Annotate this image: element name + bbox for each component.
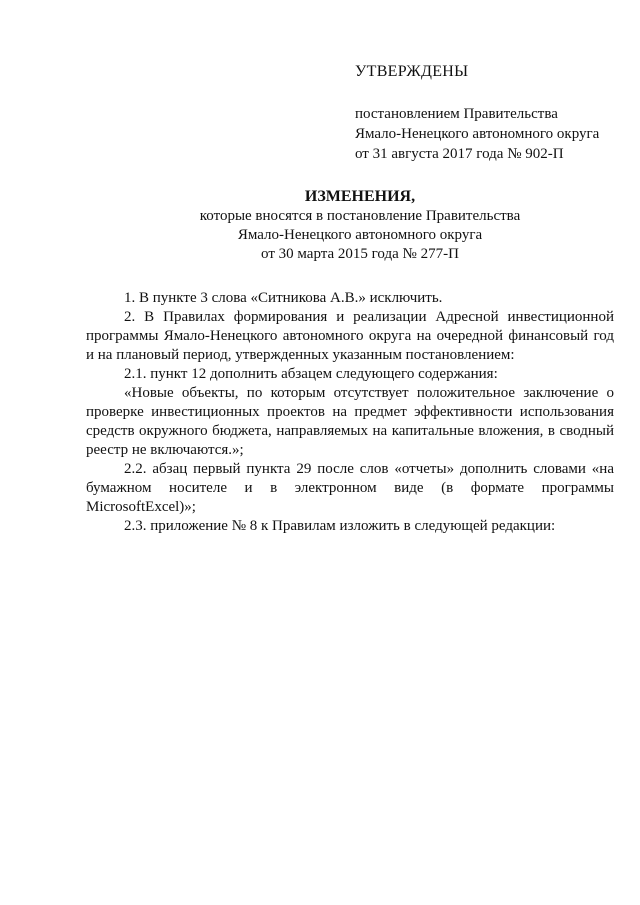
heading-line: от 30 марта 2015 года № 277-П (261, 246, 459, 262)
approval-line: Ямало-Ненецкого автономного округа (355, 126, 600, 142)
heading-line: Ямало-Ненецкого автономного округа (237, 227, 483, 243)
approval-line: постановлением Правительства (355, 106, 558, 122)
paragraph-item-1: 1. В пункте 3 слова «Ситникова А.В.» исключить. (124, 290, 443, 306)
heading-title: ИЗМЕНЕНИЯ, (304, 188, 416, 205)
paragraph-quote: «Новые объекты, по которым отсутствует положительное заключение о проверке инвестиционных проектов на предмет эффективности использования средств окружного бюджета, направляемых на капитальные вложения, в сводный реестр не включаются.»; (86, 385, 614, 458)
paragraph-item-2-2: 2.2. абзац первый пункта 29 после слов «отчеты» дополнить словами «на бумажном носителе и в электронном виде (в формате программы MicrosoftExcel)»; (86, 461, 614, 515)
document-heading (90, 187, 630, 264)
document-body (86, 289, 614, 536)
heading-line: которые вносятся в постановление Правительства (199, 208, 521, 224)
paragraph-item-2-1: 2.1. пункт 12 дополнить абзацем следующего содержания: (124, 366, 498, 382)
approval-line: от 31 августа 2017 года № 902-П (355, 146, 564, 162)
approval-title: УТВЕРЖДЕНЫ (355, 63, 469, 80)
approval-block (355, 62, 625, 164)
paragraph-item-2-3: 2.3. приложение № 8 к Правилам изложить в следующей редакции: (124, 518, 556, 534)
paragraph-item-2: 2. В Правилах формирования и реализации Адресной инвестиционной программы Ямало-Ненецкого автономного округа на очередной финансовый год и на плановый период, утвержденных указанным постановлением: (86, 309, 614, 363)
